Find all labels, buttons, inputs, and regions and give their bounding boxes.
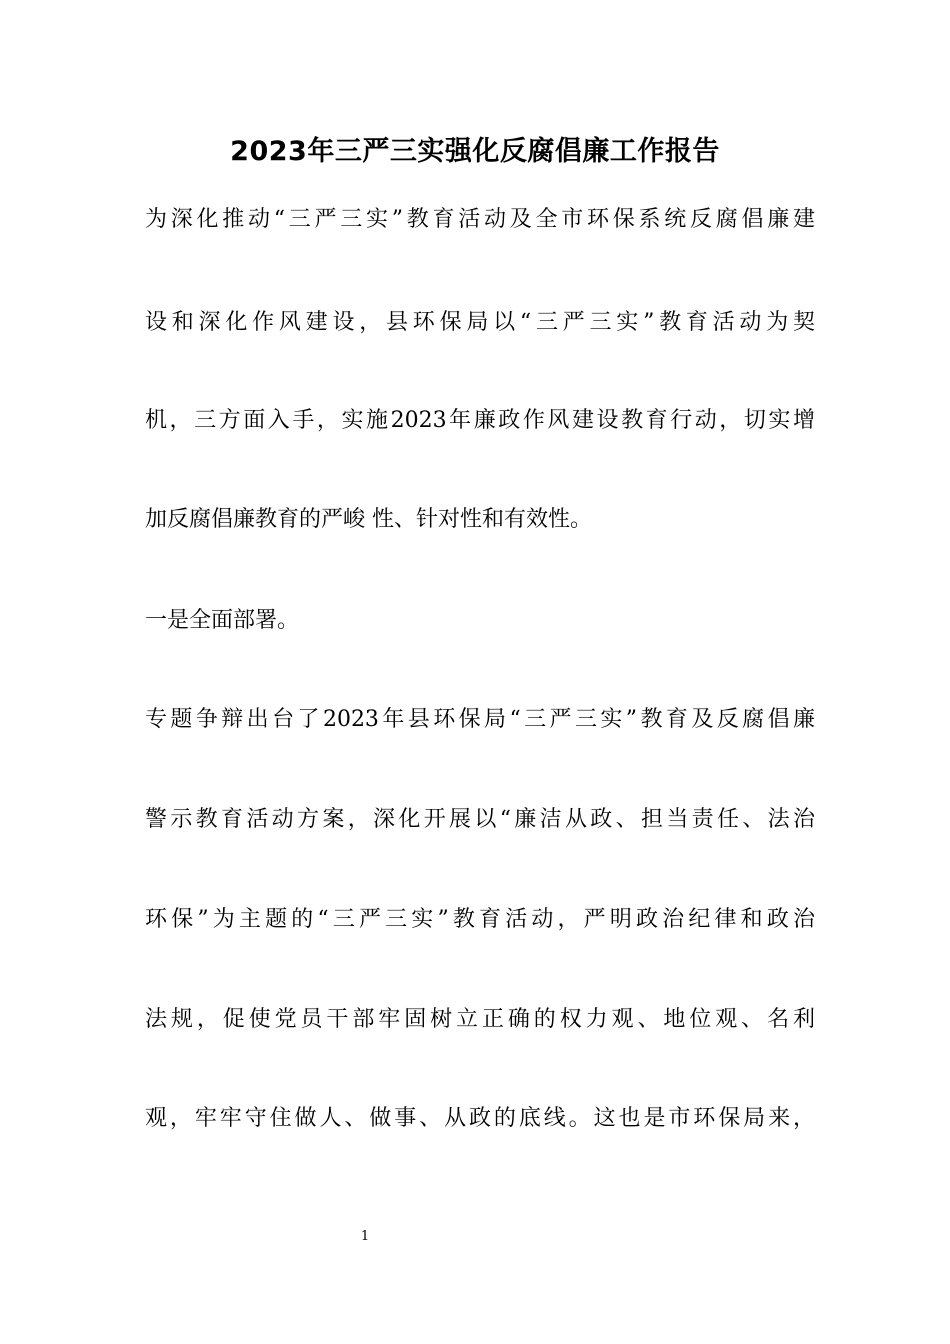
paragraph-line: 环保”为主题的“三严三实”教育活动，严明政治纪律和政治	[145, 907, 815, 932]
paragraph-line: 为深化推动“三严三实”教育活动及全市环保系统反腐倡廉建	[145, 207, 815, 232]
paragraph-line: 专题争辩出台了2023年县环保局“三严三实”教育及反腐倡廉	[145, 707, 815, 732]
section-heading: 一是全面部署。	[145, 608, 300, 633]
paragraph-line: 机，三方面入手，实施2023年廉政作风建设教育行动，切实增	[145, 408, 815, 433]
page-number: 1	[360, 1229, 370, 1244]
paragraph-line: 加反腐倡廉教育的严峻 性、针对性和有效性。	[145, 507, 592, 532]
paragraph-line: 观，牢牢守住做人、做事、从政的底线。这也是市环保局来，	[145, 1106, 815, 1131]
paragraph-line: 警示教育活动方案，深化开展以“廉洁从政、担当责任、法治	[145, 807, 815, 832]
paragraph-line: 设和深化作风建设，县环保局以“三严三实”教育活动为契	[145, 310, 815, 335]
paragraph-line: 法规，促使党员干部牢固树立正确的权力观、地位观、名利	[145, 1007, 815, 1032]
document-title: 2023年三严三实强化反腐倡廉工作报告	[230, 136, 720, 167]
